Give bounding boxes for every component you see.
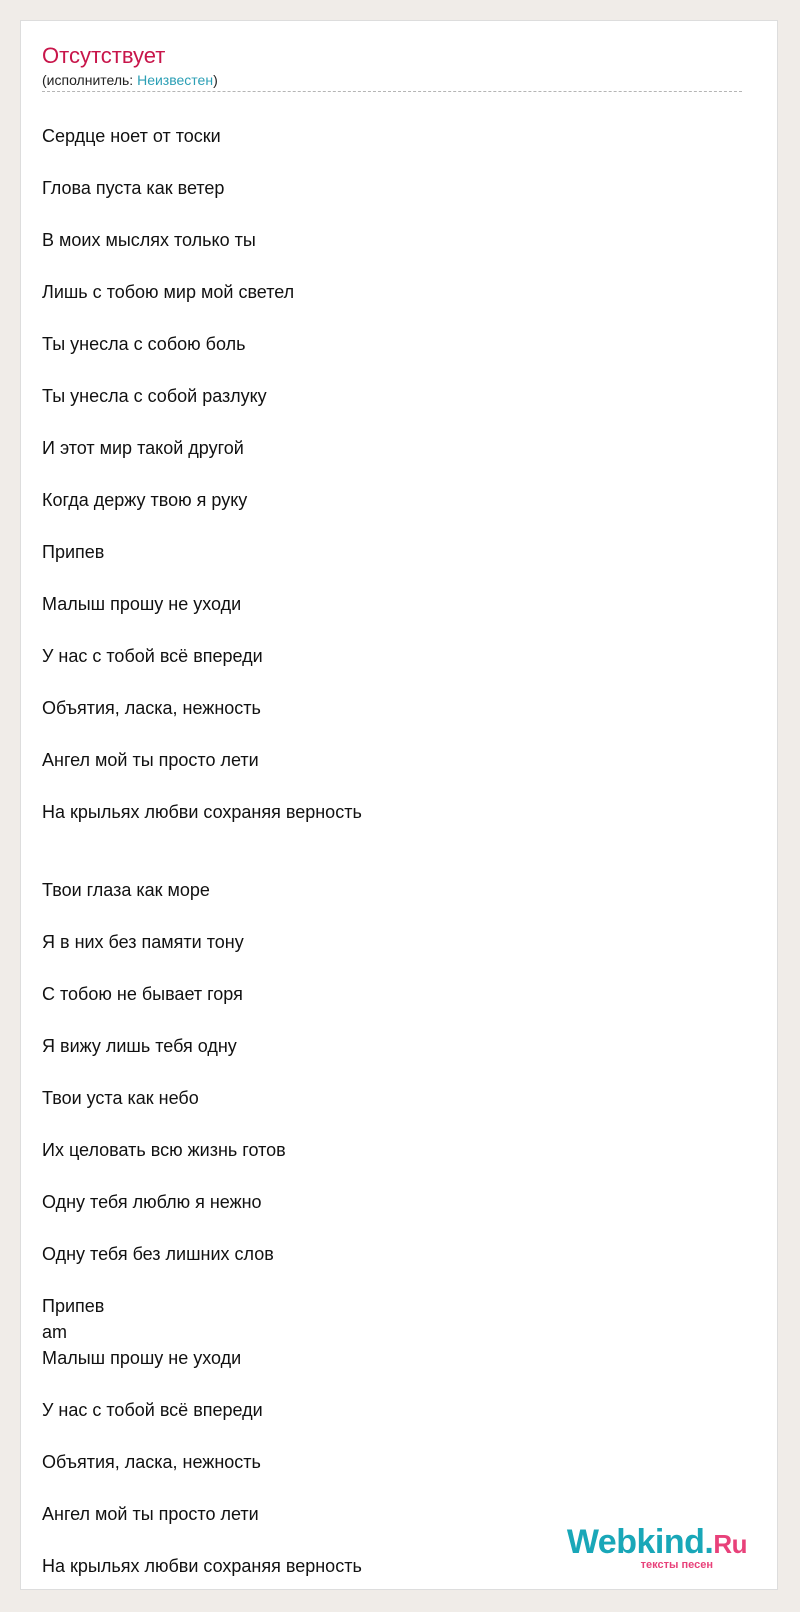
logo-wordmark [567, 1525, 747, 1561]
lyrics-card [20, 20, 778, 1590]
artist-prefix: (исполнитель: [42, 72, 138, 88]
artist-suffix: ) [213, 72, 218, 88]
title-divider [42, 91, 742, 92]
logo-subtitle: тексты песен [640, 1559, 713, 1571]
logo-dot: . [704, 1523, 714, 1561]
logo-web-text: Webkind [566, 1523, 705, 1561]
logo-ru-text: Ru [713, 1529, 747, 1559]
artist-link[interactable]: Неизвестен [137, 72, 214, 88]
song-title: Отсутствует [42, 43, 166, 68]
site-logo[interactable] [567, 1525, 747, 1571]
lyrics-text: Сердце ноет от тоски Глова пуста как ветер В моих мыслях только ты Лишь с тобою мир мой светел Ты унесла с собою боль Ты унесла с собой разлуку И этот мир такой другой Когда держу твою я руку Припев Малыш прошу не уходи У нас с тобой всё впереди Объятия, ласка, нежность Ангел мой ты просто лети На крыльях любви сохраняя верность Твои глаза как море Я в них без памяти тону С тобою не бывает горя Я вижу лишь тебя одну Твои уста как небо Их целовать всю жизнь готов Одну тебя люблю я нежно Одну тебя без лишних слов Припев am Малыш прошу не уходи У нас с тобой всё впереди Объятия, ласка, нежность Ангел мой ты просто лети На крыльях любви сохраняя верность [42, 126, 362, 1576]
artist-line [42, 71, 218, 89]
